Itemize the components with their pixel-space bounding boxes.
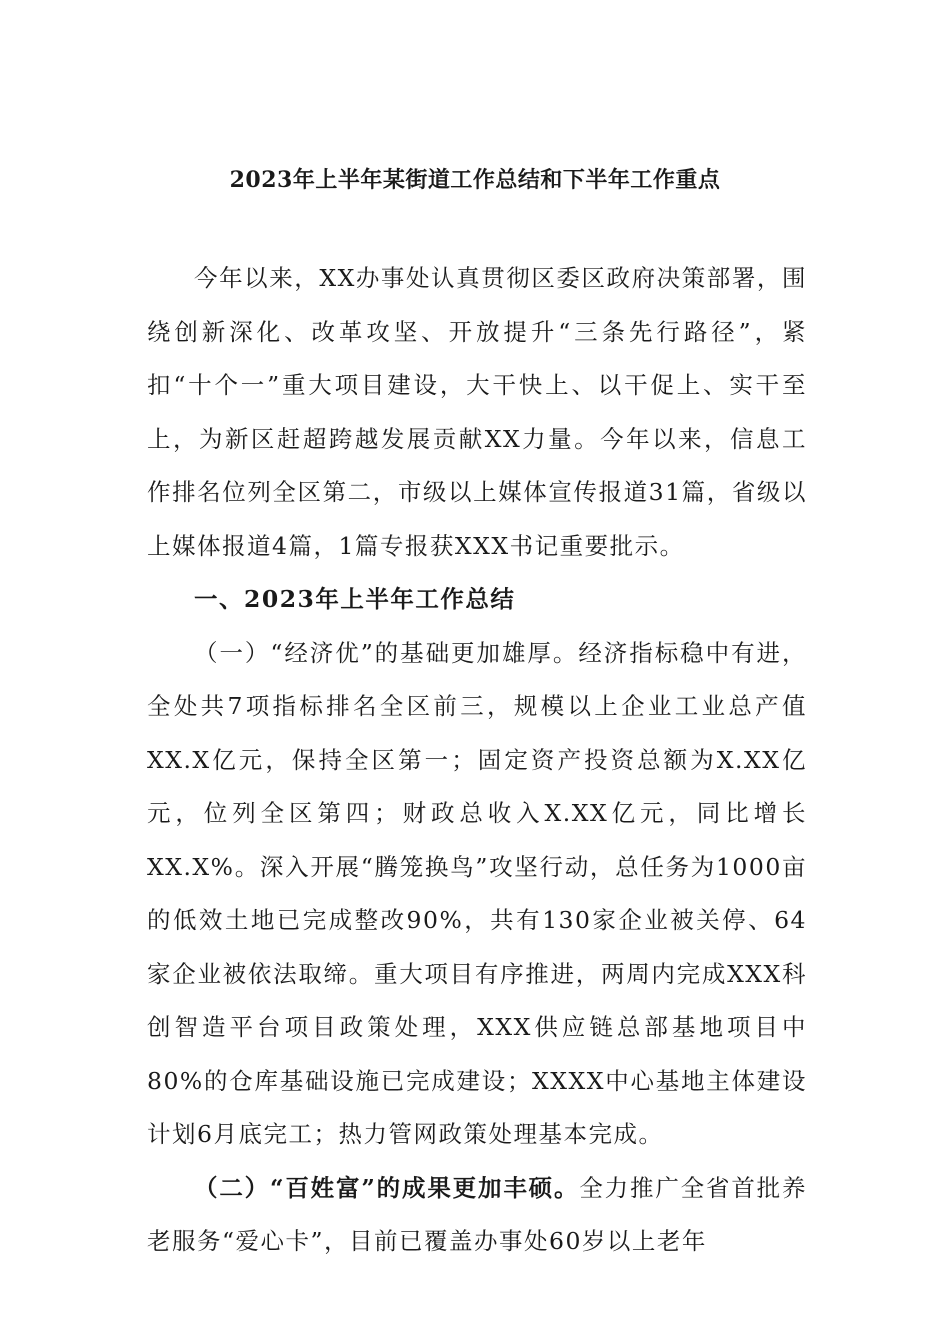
document-body (147, 252, 807, 1269)
section-heading: 一、2023年上半年工作总结 (194, 585, 516, 613)
intro-paragraph: 今年以来，XX办事处认真贯彻区委区政府决策部署，围绕创新深化、改革攻坚、开放提升“三条先行路径”，紧扣“十个一”重大项目建设，大干快上、以干促上、实干至上，为新区赶超跨越发展贡献XX力量。今年以来，信息工作排名位列全区第二，市级以上媒体宣传报道31篇，省级以上媒体报道4篇，1篇专报获XXX书记重要批示。 (147, 264, 807, 560)
livelihood-paragraph (147, 1162, 807, 1269)
livelihood-text: 全力推广全省首批养老服务“爱心卡”，目前已覆盖办事处60岁以上老年 (147, 1173, 807, 1255)
document-title: 2023年上半年某街道工作总结和下半年工作重点 (229, 167, 721, 193)
livelihood-lead: （二）“百姓富”的成果更加丰硕。 (194, 1173, 580, 1202)
economy-paragraph: （一）“经济优”的基础更加雄厚。经济指标稳中有进，全处共7项指标排名全区前三，规模以上企业工业总产值XX.X亿元，保持全区第一；固定资产投资总额为X.XX亿元，位列全区第四；财政总收入X.XX亿元，同比增长XX.X%。深入开展“腾笼换鸟”攻坚行动，总任务为1000亩的低效土地已完成整改90%，共有130家企业被关停、64家企业被依法取缔。重大项目有序推进，两周内完成XXX科创智造平台项目政策处理，XXX供应链总部基地项目中80%的仓库基础设施已完成建设；XXXX中心基地主体建设计划6月底完工；热力管网政策处理基本完成。 (147, 638, 807, 1148)
